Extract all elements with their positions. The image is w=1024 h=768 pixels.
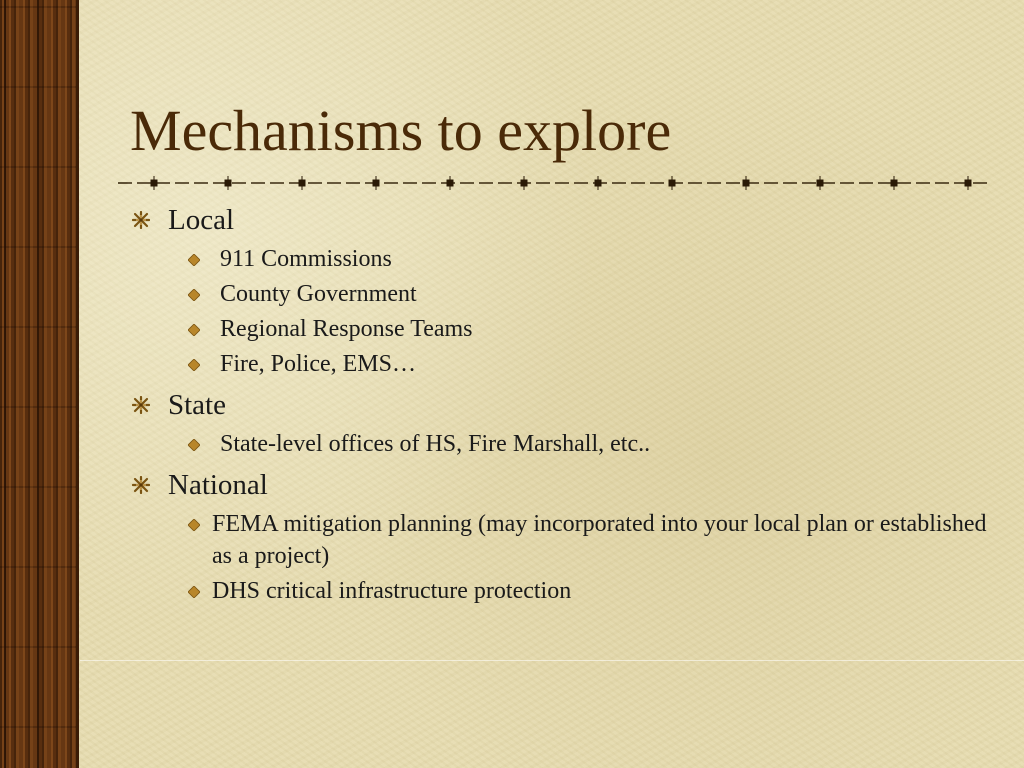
bullet-section-local [130, 200, 990, 240]
bullet-section-national [130, 465, 990, 505]
diamond-bullet-icon [188, 324, 200, 336]
sub-bullet-item [130, 313, 990, 345]
diamond-bullet-icon [188, 254, 200, 266]
wood-seam [4, 0, 6, 768]
diamond-bullet-icon [188, 289, 200, 301]
wood-border-strip [0, 0, 79, 768]
star-bullet-icon [132, 211, 150, 229]
sub-bullet-text: 911 Commissions [220, 246, 392, 272]
sub-bullet-item [130, 278, 990, 310]
sub-bullet-item [130, 428, 990, 460]
bullet-section-state [130, 385, 990, 425]
slide-title: Mechanisms to explore [130, 98, 672, 163]
section-heading: State [168, 389, 226, 421]
wood-seam [37, 0, 39, 768]
section-heading: Local [168, 204, 235, 236]
sub-bullet-text: FEMA mitigation planning (may incorporated into your local plan or established as a project) [212, 511, 987, 569]
diamond-bullet-icon [188, 586, 200, 598]
diamond-bullet-icon [188, 519, 200, 531]
sub-bullet-item [130, 575, 990, 607]
sub-bullet-text: DHS critical infrastructure protection [212, 578, 572, 604]
star-bullet-icon [132, 476, 150, 494]
section-heading: National [168, 469, 268, 501]
bottom-divider [80, 660, 1024, 661]
sub-bullet-text: Regional Response Teams [220, 316, 473, 342]
sub-bullet-item [130, 508, 990, 572]
sub-bullet-item [130, 243, 990, 275]
decorative-divider [118, 176, 992, 190]
bullet-list [130, 200, 990, 610]
sub-bullet-text: Fire, Police, EMS… [220, 351, 416, 377]
star-bullet-icon [132, 396, 150, 414]
sub-bullet-text: State-level offices of HS, Fire Marshall, etc.. [220, 431, 651, 457]
diamond-bullet-icon [188, 359, 200, 371]
sub-bullet-item [130, 348, 990, 380]
diamond-bullet-icon [188, 439, 200, 451]
sub-bullet-text: County Government [220, 281, 417, 307]
